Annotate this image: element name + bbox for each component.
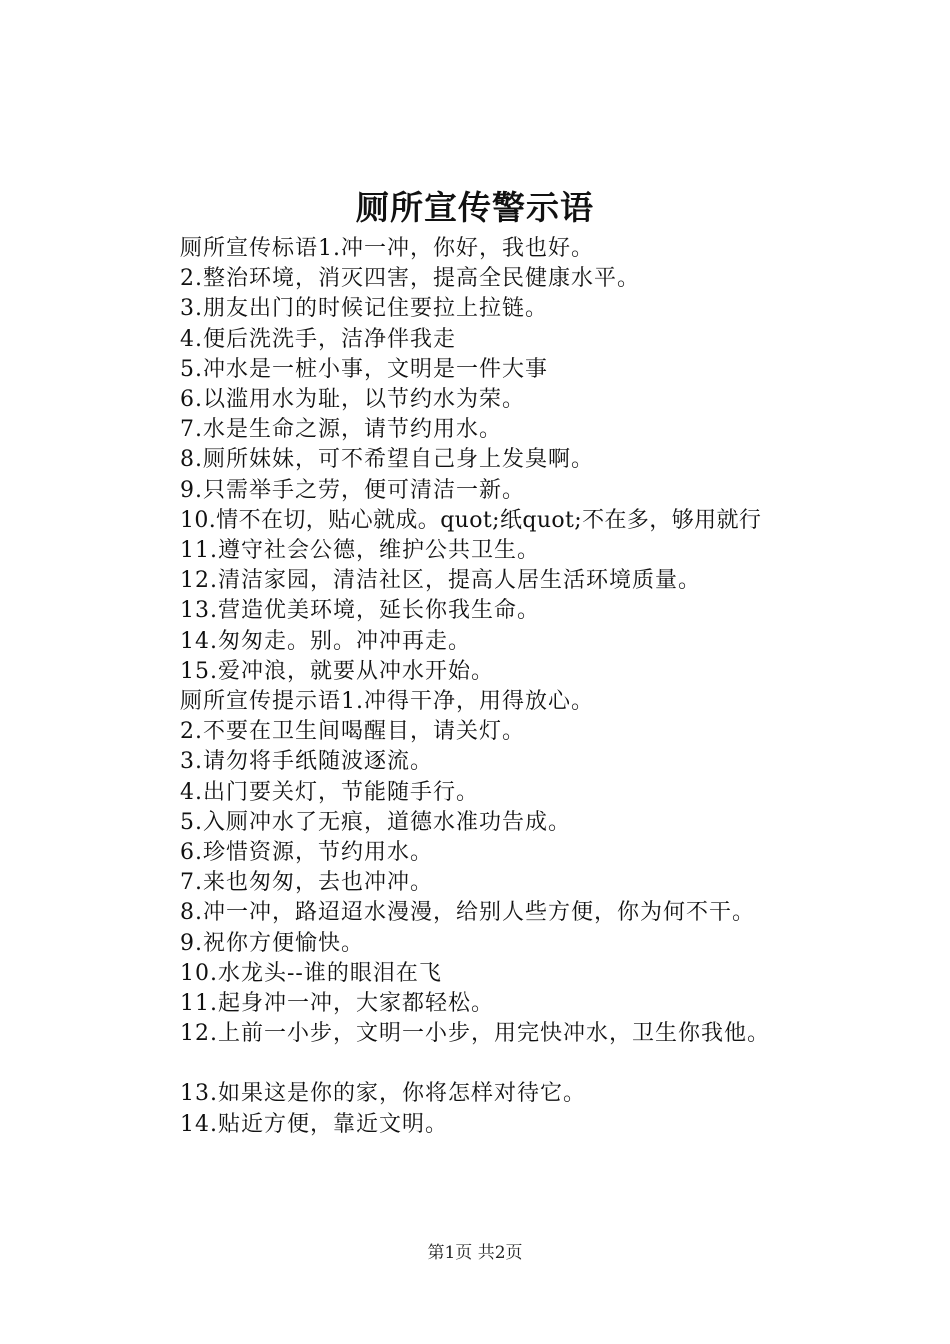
text-line: 4.便后洗洗手，洁净伴我走	[180, 326, 456, 352]
text-line: 14.匆匆走。别。冲冲再走。	[180, 628, 471, 654]
text-line: 9.只需举手之劳，便可清洁一新。	[180, 477, 525, 503]
text-line: 13.如果这是你的家，你将怎样对待它。	[180, 1081, 586, 1107]
text-line: 2.整治环境，消灭四害，提高全民健康水平。	[180, 266, 640, 292]
document-title: 厕所宣传警示语	[356, 188, 594, 227]
document-body	[130, 234, 838, 1140]
text-line: 11.起身冲一冲，大家都轻松。	[180, 991, 494, 1017]
text-line: 3.朋友出门的时候记住要拉上拉链。	[180, 296, 548, 322]
text-line: 12.上前一小步，文明一小步，用完快冲水，卫生你我他。	[180, 1021, 770, 1047]
text-line: 6.珍惜资源，节约用水。	[180, 840, 433, 866]
text-line: 11.遵守社会公德，维护公共卫生。	[180, 538, 540, 564]
text-line: 14.贴近方便，靠近文明。	[180, 1111, 448, 1137]
text-line: 9.祝你方便愉快。	[180, 930, 364, 956]
text-line: 8.厕所妹妹，可不希望自己身上发臭啊。	[180, 447, 594, 473]
text-line: 15.爱冲浪，就要从冲水开始。	[180, 658, 494, 684]
text-line: 厕所宣传标语1.冲一冲，你好，我也好。	[180, 236, 594, 261]
text-line: 5.入厕冲水了无痕，道德水准功告成。	[180, 809, 571, 835]
text-line: 厕所宣传提示语1.冲得干净，用得放心。	[180, 689, 594, 715]
text-line: 3.请勿将手纸随波逐流。	[180, 749, 433, 775]
text-line: 5.冲水是一桩小事，文明是一件大事	[180, 356, 548, 382]
text-line: 7.水是生命之源，请节约用水。	[180, 417, 502, 443]
text-line: 7.来也匆匆，去也冲冲。	[180, 870, 433, 896]
text-line: 8.冲一冲，路迢迢水漫漫，给别人些方便，你为何不干。	[180, 900, 755, 926]
text-line: 10.水龙头--谁的眼泪在飞	[180, 960, 442, 986]
text-line: 12.清洁家园，清洁社区，提高人居生活环境质量。	[180, 568, 701, 594]
text-line: 10.情不在切，贴心就成。quot;纸quot;不在多，够用就行	[180, 507, 762, 533]
text-line: 6.以滥用水为耻，以节约水为荣。	[180, 387, 525, 413]
page-footer: 第1页 共2页	[427, 1243, 523, 1263]
text-line: 4.出门要关灯，节能随手行。	[180, 779, 479, 805]
text-line: 2.不要在卫生间喝醒目，请关灯。	[180, 719, 525, 745]
text-line: 13.营造优美环境，延长你我生命。	[180, 598, 540, 624]
